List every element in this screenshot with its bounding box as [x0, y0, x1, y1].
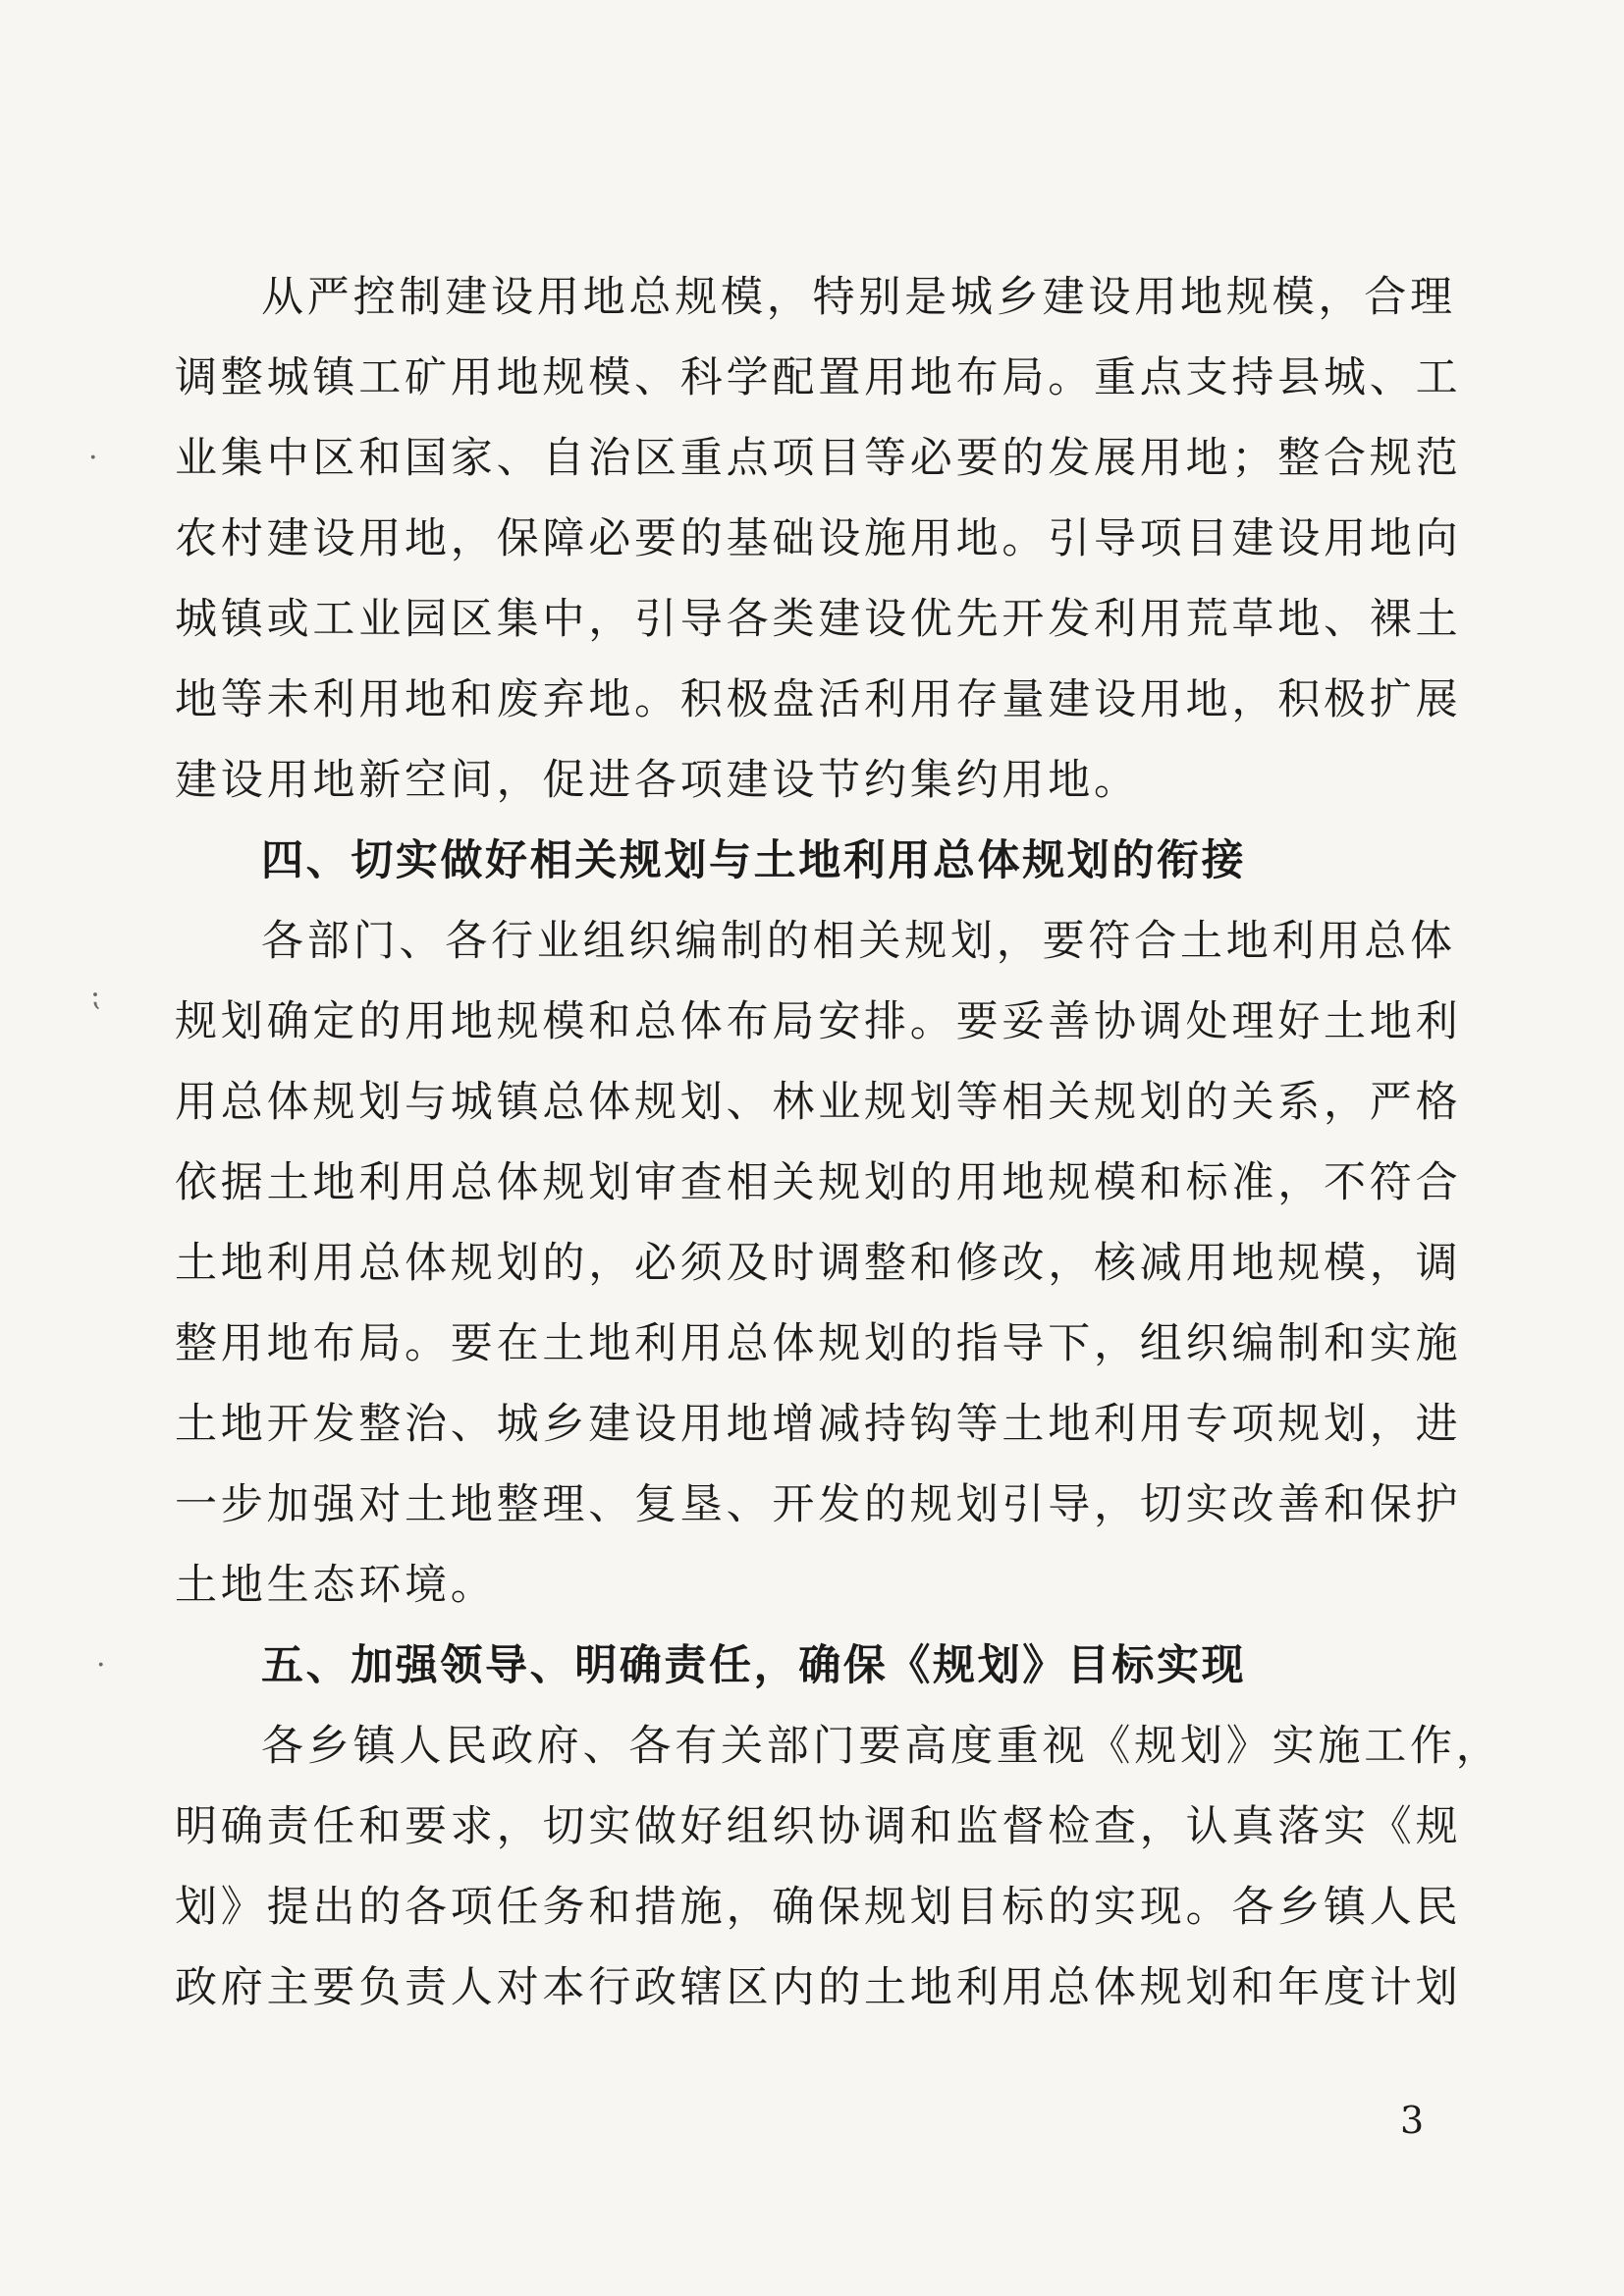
- text-line: 明确责任和要求，切实做好组织协调和监督检查，认真落实《规: [175, 1802, 1462, 1851]
- scan-speck-mark: ·: [88, 441, 98, 475]
- text-line: 业集中区和国家、自治区重点项目等必要的发展用地；整合规范: [175, 434, 1462, 483]
- text-line: 土地开发整治、城乡建设用地增减持钩等土地利用专项规划，进: [175, 1400, 1462, 1449]
- text-line: 政府主要负责人对本行政辖区内的土地利用总体规划和年度计划: [175, 1963, 1462, 2012]
- text-line: 整用地布局。要在土地利用总体规划的指导下，组织编制和实施: [175, 1319, 1462, 1368]
- text-line: 城镇或工业园区集中，引导各类建设优先开发利用荒草地、裸土: [175, 595, 1462, 644]
- text-line: 从严控制建设用地总规模，特别是城乡建设用地规模，合理: [261, 273, 1456, 322]
- text-line: 土地利用总体规划的，必须及时调整和修改，核减用地规模，调: [175, 1239, 1462, 1288]
- text-line: 建设用地新空间，促进各项建设节约集约用地。: [175, 756, 1140, 805]
- text-line: 农村建设用地，保障必要的基础设施用地。引导项目建设用地向: [175, 514, 1462, 563]
- text-line: 各部门、各行业组织编制的相关规划，要符合土地利用总体: [261, 917, 1456, 966]
- scan-speck-mark: ⁏: [90, 979, 101, 1013]
- text-line: 调整城镇工矿用地规模、科学配置用地布局。重点支持县城、工: [175, 353, 1462, 402]
- page-number: 3: [1400, 2099, 1425, 2142]
- text-line: 依据土地利用总体规划审查相关规划的用地规模和标准，不符合: [175, 1158, 1462, 1207]
- document-body: [175, 257, 1502, 2028]
- text-line: 规划确定的用地规模和总体布局安排。要妥善协调处理好土地利: [175, 997, 1462, 1046]
- text-line: 用总体规划与城镇总体规划、林业规划等相关规划的关系，严格: [175, 1078, 1462, 1127]
- scan-speck-mark: ·: [96, 1648, 106, 1682]
- text-line: 各乡镇人民政府、各有关部门要高度重视《规划》实施工作，: [261, 1722, 1502, 1771]
- section-heading-5: 五、加强领导、明确责任，确保《规划》目标实现: [261, 1641, 1247, 1690]
- text-line: 一步加强对土地整理、复垦、开发的规划引导，切实改善和保护: [175, 1480, 1462, 1529]
- text-line: 地等未利用地和废弃地。积极盘活利用存量建设用地，积极扩展: [175, 675, 1462, 724]
- text-line: 划》提出的各项任务和措施，确保规划目标的实现。各乡镇人民: [175, 1883, 1462, 1932]
- text-line: 土地生态环境。: [175, 1561, 497, 1610]
- section-heading-4: 四、切实做好相关规划与土地利用总体规划的衔接: [261, 836, 1247, 885]
